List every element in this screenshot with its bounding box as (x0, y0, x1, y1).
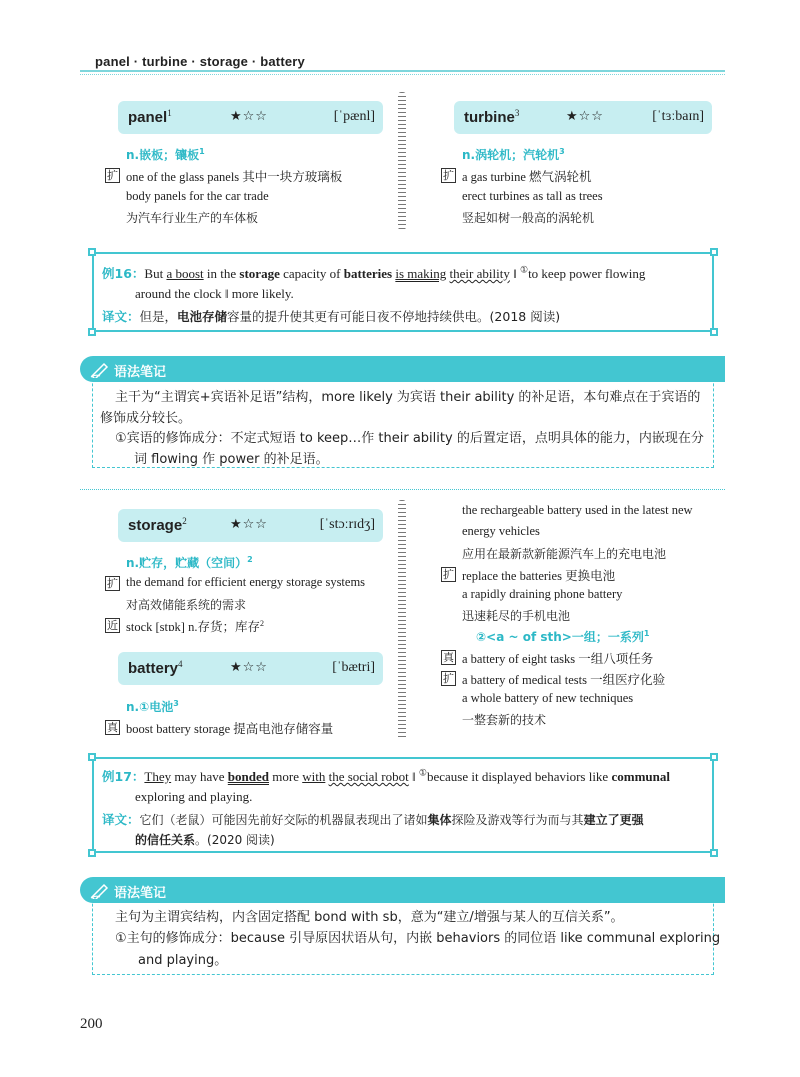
example-translation: 译文：它们（老鼠）可能因先前好交际的机器鼠表现出了诸如集体探险及游戏等行为而与其建立了更强 (102, 812, 644, 827)
collocation-line: the demand for efficient energy storage systems (126, 575, 366, 589)
grammar-note-text: 修饰成分较长。 (100, 411, 192, 426)
tag-extend: 扩 (107, 169, 118, 182)
collocation-line: one of the glass panels 其中一块方玻璃板 (126, 170, 343, 184)
grammar-note-text: ①宾语的修饰成分：不定式短语 to keep…作 their ability 的后置定语，点明具体的能力，内嵌现在分 (115, 431, 704, 446)
collocation-line: boost battery storage 提高电池存储容量 (126, 722, 334, 736)
collocation-line: body panels for the car trade (126, 189, 269, 203)
star-rating: ★☆☆ (230, 517, 268, 532)
part-of-speech: n.涡轮机；汽轮机$^3$ (462, 147, 565, 162)
collocation-line: a rapidly draining phone battery (462, 587, 623, 601)
example-translation: 译文：但是，电池存储容量的提升使其更有可能日夜不停地持续供电。(2018 阅读) (102, 309, 561, 324)
collocation-line: a battery of medical tests 一组医疗化验 (462, 673, 666, 687)
collocation-line: the rechargeable battery used in the latest new (462, 503, 693, 517)
example-label: 例17： (102, 769, 145, 784)
example-sentence: 例17：They may have bonded more with the social robot ‖ ①because it displayed behaviors like communal (102, 767, 670, 784)
tag-extend: 扩 (443, 568, 454, 581)
frequency-sup: 3 (514, 108, 520, 118)
grammar-note-text: and playing。 (138, 953, 228, 968)
part-of-speech: n.①电池$^3$ (126, 699, 179, 714)
example-label: 例16： (102, 266, 145, 281)
entry-header-battery (118, 652, 383, 685)
collocation-line: energy vehicles (462, 524, 540, 538)
grammar-note-text: ①主句的修饰成分：because 引导原因状语从句，内嵌 behaviors 的同位语 like communal exploring (115, 931, 721, 946)
translation-line: 竖起如树一般高的涡轮机 (462, 211, 595, 225)
star-rating: ★☆☆ (230, 660, 268, 675)
synonym-line: stock [stɒk] n.存货；库存$^2$ (126, 618, 264, 634)
collocation-line: a whole battery of new techniques (462, 691, 634, 705)
example-translation-cont: 的信任关系。(2020 阅读) (135, 833, 275, 847)
collocation-line: a gas turbine 燃气涡轮机 (462, 170, 592, 184)
header-rule-dotted (80, 74, 725, 75)
headword: storage (128, 517, 183, 534)
tag-real: 真 (107, 721, 118, 734)
collocation-line: replace the batteries 更换电池 (462, 569, 616, 583)
grammar-note-text: 词 flowing 作 power 的补足语。 (134, 452, 329, 467)
frequency-sup: 2 (182, 516, 187, 526)
grammar-note-title: 语法笔记 (114, 886, 167, 901)
example-sentence-cont: exploring and playing. (135, 789, 253, 804)
part-of-speech: n.贮存，贮藏（空间）$^2$ (126, 555, 253, 570)
entry-header-storage (118, 509, 383, 542)
phonetic: [ˈtɜːbaɪn] (652, 109, 704, 124)
frequency-sup: 4 (178, 659, 183, 669)
example-sentence: 例16：But a boost in the storage capacity of batteries is making their ability ‖ ①to keep power flowing (102, 264, 646, 281)
collocation-line: erect turbines as tall as trees (462, 189, 603, 203)
column-divider (398, 92, 406, 230)
translation-line: 对高效储能系统的需求 (126, 598, 247, 612)
translation-line: 应用在最新款新能源汽车上的充电电池 (462, 547, 667, 561)
grammar-note-text: 主干为“主谓宾+宾语补足语”结构，more likely 为宾语 their ability 的补足语，本句难点在于宾语的 (115, 390, 701, 405)
phonetic: [ˈbætri] (332, 660, 375, 675)
entry-header-panel (118, 101, 383, 134)
grammar-note-text: 主句为主谓宾结构，内含固定搭配 bond with sb，意为“建立/增强与某人的互信关系”。 (115, 910, 624, 925)
star-rating: ★☆☆ (230, 109, 268, 124)
star-rating: ★☆☆ (566, 109, 604, 124)
pen-icon (90, 360, 110, 378)
entry-header-turbine (454, 101, 712, 134)
translation-line: 一整套新的技术 (462, 713, 547, 727)
example-sentence-cont: around the clock ‖ more likely. (135, 286, 294, 301)
frequency-sup: 1 (167, 108, 172, 118)
tag-extend: 扩 (443, 169, 454, 182)
tag-extend: 扩 (443, 672, 454, 685)
page-number: 200 (80, 1016, 103, 1032)
headword: turbine (464, 109, 515, 126)
headword: panel (128, 109, 168, 126)
grammar-note-tab (80, 877, 725, 903)
part-of-speech: ②<a ~ of sth>一组；一系列$^1$ (476, 629, 650, 644)
translation-line: 为汽车行业生产的车体板 (126, 211, 259, 225)
header-rule (80, 70, 725, 72)
phonetic: [ˈpænl] (333, 109, 375, 124)
tag-extend: 扩 (107, 577, 118, 590)
part-of-speech: n.嵌板；镶板$^1$ (126, 147, 205, 162)
tag-near: 近 (107, 619, 118, 632)
tag-real: 真 (443, 651, 454, 664)
column-divider (398, 500, 406, 740)
headword: battery (128, 660, 179, 677)
grammar-note-title: 语法笔记 (114, 365, 167, 380)
running-header: panel · turbine · storage · battery (95, 54, 305, 69)
grammar-note-tab (80, 356, 725, 382)
phonetic: [ˈstɔːrɪdʒ] (319, 517, 375, 532)
collocation-line: a battery of eight tasks 一组八项任务 (462, 652, 654, 666)
section-separator (80, 489, 725, 490)
translation-line: 迅速耗尽的手机电池 (462, 609, 571, 623)
pen-icon (90, 881, 110, 899)
